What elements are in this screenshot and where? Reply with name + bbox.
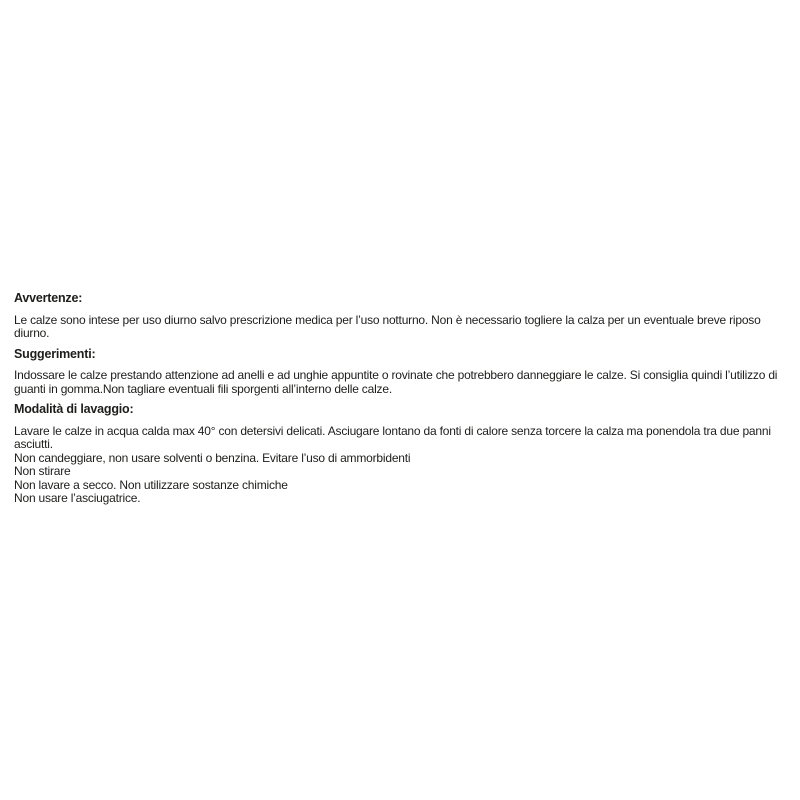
paragraph-indossare: Indossare le calze prestando attenzione ad anelli e ad unghie appuntite o rovinate che potrebbero danneggiare le calze. Si consiglia quindi l’utilizzo di guanti in gomma.Non tagliare eventuali fili sporgenti all’interno delle calze. [14, 368, 778, 396]
paragraph-non-candeggiare: Non candeggiare, non usare solventi o benzina. Evitare l’uso di ammorbidenti [14, 450, 411, 465]
paragraph-non-stirare: Non stirare [14, 464, 71, 478]
section-modalita-lavaggio [14, 403, 792, 506]
paragraph-non-lavare-a-secco: Non lavare a secco. Non utilizzare sostanze chimiche [14, 477, 288, 492]
section-avvertenze [14, 292, 792, 341]
paragraph-lavare: Lavare le calze in acqua calda max 40° con detersivi delicati. Asciugare lontano da fonti di calore senza torcere la calza ma ponendola tra due panni asciutti. [14, 423, 771, 451]
section-heading-modalita-lavaggio: Modalità di lavaggio: [14, 402, 134, 416]
section-heading-suggerimenti: Suggerimenti: [14, 346, 96, 361]
care-instructions-document [14, 292, 792, 506]
paragraph-uso-diurno: Le calze sono intese per uso diurno salvo prescrizione medica per l’uso notturno. Non è necessario togliere la calza per un eventuale breve riposo diurno. [14, 312, 761, 340]
section-suggerimenti [14, 348, 792, 397]
paragraph-non-usare-asciugatrice: Non usare l’asciugatrice. [14, 491, 141, 505]
section-heading-avvertenze: Avvertenze: [14, 291, 83, 305]
